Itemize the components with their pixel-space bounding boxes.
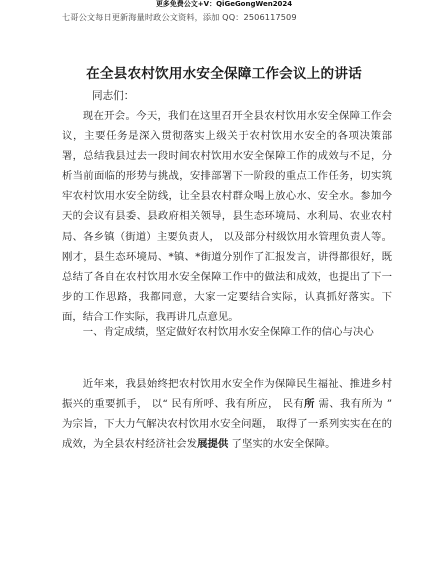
bold-word: 所: [304, 398, 315, 411]
salutation: 同志们：: [92, 90, 135, 102]
document-title: 在全县农村饮用水安全保障工作会议上的讲话: [86, 66, 362, 82]
paragraph-text: 近年来，我县始终把农村饮用水安全作为保障民生福祉、推进乡村振兴的重要抓手， 以“ 民有所呼、我有所应， 民有: [62, 378, 392, 411]
top-banner: 更多免费公文+V：QiGeGongWen2024: [155, 0, 293, 8]
header-note: 七哥公文每日更新海量时政公文资料，添加 QQ：2506117509: [62, 12, 297, 22]
paragraph-text: 需、我有所为 ” 为宗旨，下大力气解决农村饮用水安全问题， 取得了一系列实实在在的成效，为全县农村经济社会发: [62, 398, 393, 451]
bold-word: 展提供: [197, 438, 229, 451]
section-heading-1: 一、肯定成绩，坚定做好农村饮用水安全保障工作的信心与决心: [82, 326, 374, 338]
paragraph-opening: 现在开会。今天，我们在这里召开全县农村饮用水安全保障工作会议，主要任务是深入贯彻落实上级关于农村饮用水安全的各项决策部署，总结我县过去一段时间农村饮用水安全保障工作的成效与不足，分析当前面临的形势与挑战，安排部署下一阶段的重点工作任务，切实筑牢农村饮用水安全防线，让全县农村群众喝上放心水、安全水。参加今天的会议有县委、县政府相关领导，县生态环境局、水利局、农业农村局、各乡镇（街道）主要负责人， 以及部分村级饮用水管理负责人等。刚才，县生态环境局、*镇、*街道分别作了汇报发言，讲得都很好，既总结了各自在农村饮用水安全保障工作中的做法和成效，也提出了下一步的工作思路，我都同意，大家一定要结合实际，认真抓好落实。下面，结合工作实际，我再讲几点意见。: [62, 110, 392, 323]
paragraph-achievements: [62, 374, 392, 454]
paragraph-text: 了坚实的水安全保障。: [228, 438, 336, 451]
